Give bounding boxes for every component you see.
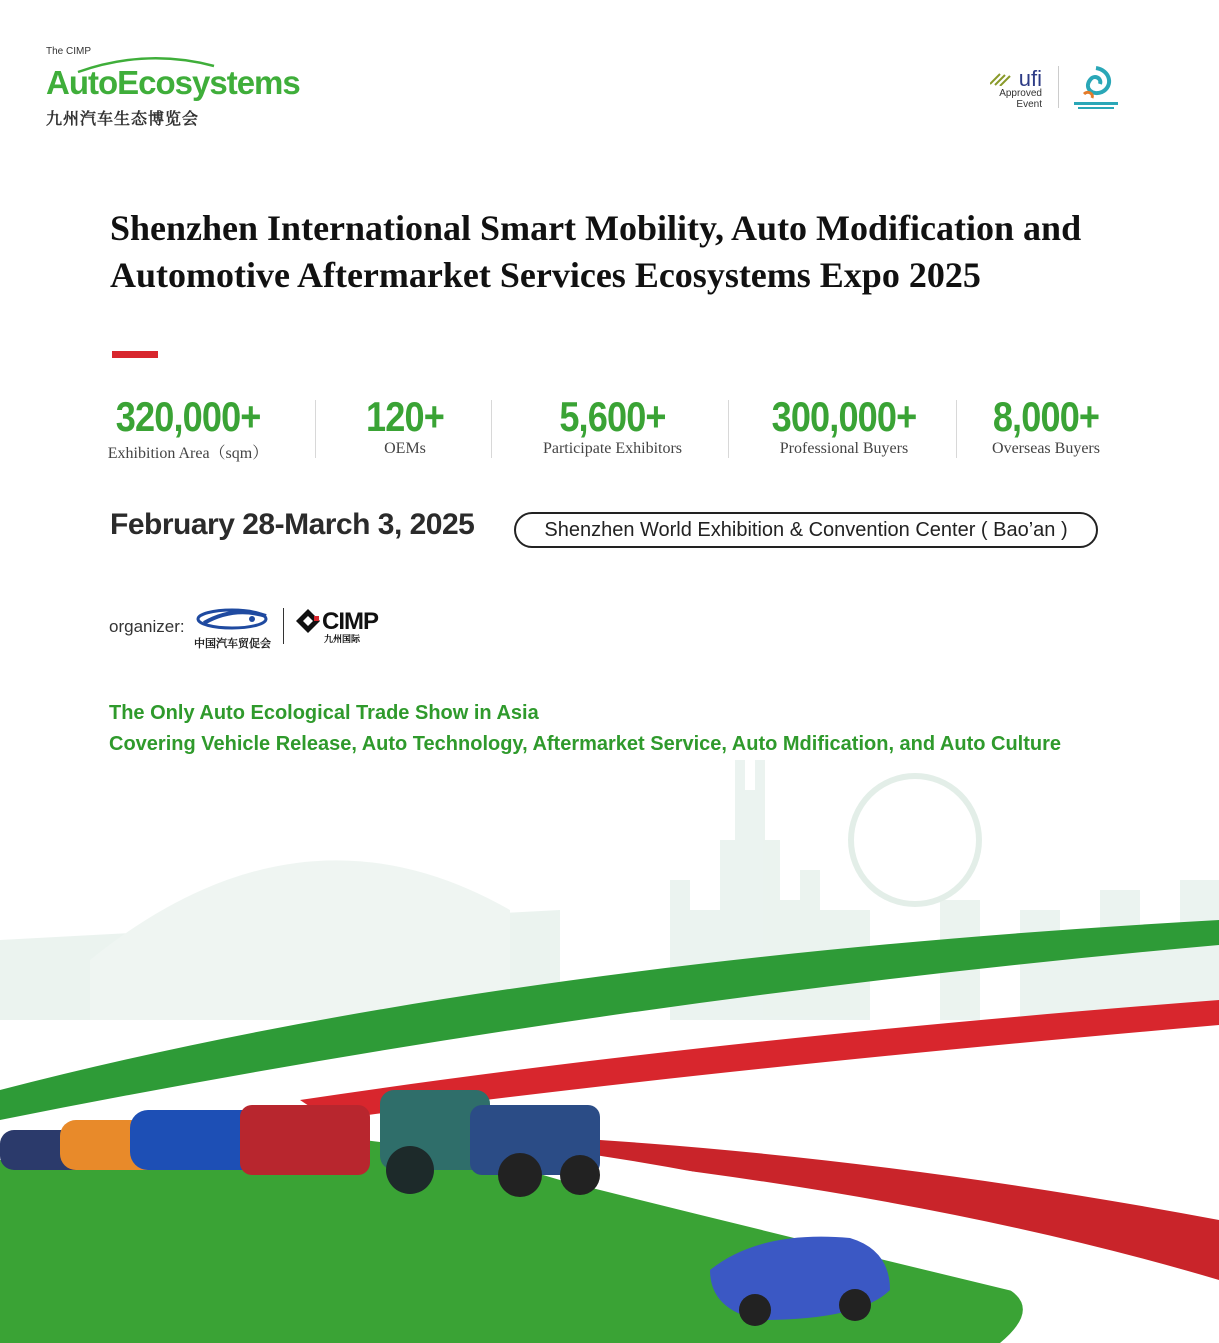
stat-overseas-buyers: [982, 394, 1110, 458]
stat-professional-buyers: [758, 394, 930, 458]
ufi-stripes-icon: [990, 72, 1012, 86]
stat-label: Exhibition Area（sqm）: [107, 445, 269, 462]
organizer-cimp-logo: [294, 606, 378, 646]
stat-label: Professional Buyers: [779, 440, 909, 457]
logo-chinese-name: 九州汽车生态博览会: [46, 109, 200, 128]
caaat-name: 中国汽车贸促会: [194, 637, 271, 650]
logo-divider: [1058, 66, 1059, 108]
event-date: February 28-March 3, 2025: [110, 508, 475, 541]
partner-logo-icon: [1070, 64, 1122, 110]
organizer-divider: [283, 608, 284, 644]
stat-divider: [315, 400, 316, 458]
hero-illustration: [0, 760, 1219, 1343]
organizer-label: organizer:: [109, 617, 185, 636]
logo-wordmark: AutoEcosystems: [46, 64, 300, 101]
stat-divider: [956, 400, 957, 458]
ufi-event-text: Event: [1016, 99, 1042, 110]
stat-exhibitors: [530, 394, 695, 458]
ufi-approved-text: Approved: [999, 88, 1042, 99]
event-logo: [46, 46, 326, 136]
stat-value: 300,000+: [771, 393, 917, 440]
stat-oems: [345, 394, 465, 458]
logo-small-text: The CIMP: [46, 46, 92, 57]
event-venue: Shenzhen World Exhibition & Convention Center ( Bao’an ): [514, 512, 1098, 548]
organizer-caaat-logo: [194, 606, 276, 650]
cimp-chinese-name: 九州国际: [324, 635, 361, 645]
stat-exhibition-area: [104, 394, 272, 463]
stat-divider: [491, 400, 492, 458]
accent-bar: [112, 351, 158, 358]
stat-value: 5,600+: [559, 393, 666, 440]
stat-label: OEMs: [384, 440, 426, 457]
stat-value: 320,000+: [115, 393, 261, 440]
ufi-wordmark: ufi: [1018, 66, 1042, 91]
caaat-emblem-icon: [194, 606, 276, 632]
stat-label: Participate Exhibitors: [542, 440, 683, 457]
title-line-1: Shenzhen International Smart Mobility, Auto Modification and: [110, 208, 1082, 248]
stat-divider: [728, 400, 729, 458]
page-title: [110, 205, 1120, 299]
tagline-primary: The Only Auto Ecological Trade Show in Asia: [109, 702, 539, 724]
stat-label: Overseas Buyers: [992, 440, 1100, 457]
stat-value: 8,000+: [992, 393, 1100, 440]
stat-value: 120+: [366, 393, 444, 440]
ufi-logo: [990, 66, 1050, 110]
cimp-wordmark: CIMP: [322, 608, 378, 635]
title-line-2: Automotive Aftermarket Services Ecosystems Expo 2025: [110, 255, 981, 295]
tagline-secondary: Covering Vehicle Release, Auto Technology, Aftermarket Service, Auto Mdification, and Auto Culture: [109, 733, 1062, 755]
